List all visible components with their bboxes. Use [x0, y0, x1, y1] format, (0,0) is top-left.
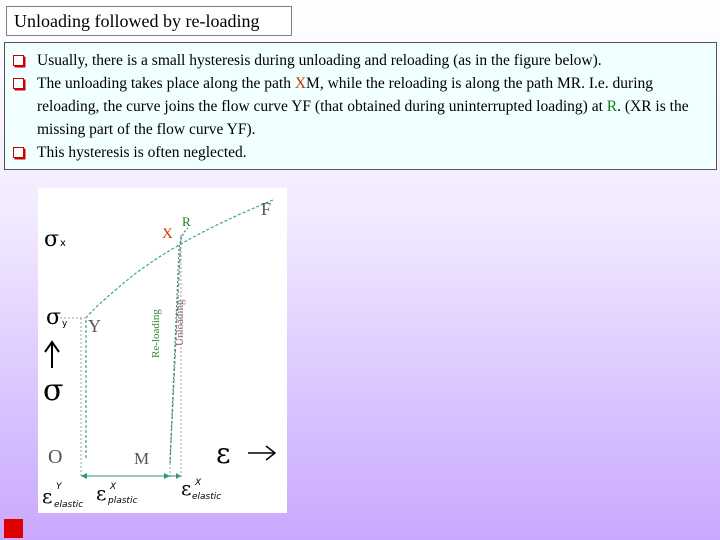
unloading-label: Unloading — [174, 299, 186, 346]
point-o-label: O — [48, 446, 63, 468]
epsilon-axis-label: ε — [216, 437, 231, 470]
checkbox-bullet-icon — [13, 78, 24, 89]
slide-title: Unloading followed by re-loading — [6, 6, 292, 36]
checkbox-bullet-icon — [13, 147, 24, 158]
bullet-text-segment: The unloading takes place along the path — [37, 75, 295, 92]
bullet-text-segment: Usually, there is a small hysteresis during unloading and reloading (as in the figure below). — [37, 52, 602, 69]
bullet-list — [4, 42, 717, 170]
sigma-y-label: σ — [46, 305, 62, 330]
slide-marker-square — [4, 519, 23, 538]
eps-x-elastic-sup: X — [195, 478, 202, 488]
sigma-x-subscript: x — [60, 238, 66, 249]
bullet-item — [13, 72, 706, 141]
stress-strain-diagram — [38, 188, 287, 513]
eps-y-elastic-sub: elastic — [54, 500, 84, 510]
stress-strain-figure — [38, 188, 287, 513]
bullet-text-segment: M, while the reloading is along the path MR. I.e. during reloading, the curve joins the flow curve YF (that obtained during uninterrupted loading) at — [37, 75, 653, 115]
highlight-r: R — [606, 98, 618, 115]
unloading-line — [170, 235, 181, 463]
bullet-text-segment: . (XR is the missing part of the flow curve YF). — [37, 98, 689, 138]
eps-x-elastic-sub: elastic — [192, 492, 222, 502]
eps-y-elastic-symbol: ε — [42, 484, 53, 508]
bullet-item — [13, 49, 706, 72]
sigma-y-subscript: y — [62, 319, 68, 329]
eps-y-elastic-sup: Y — [56, 482, 62, 492]
bullet-text — [37, 75, 689, 138]
highlight-x: X — [294, 75, 307, 92]
eps-x-plastic-symbol: ε — [96, 481, 107, 505]
point-r-label: R — [182, 214, 191, 229]
reloading-label: Re-loading — [150, 309, 162, 358]
point-m-label: M — [134, 449, 150, 468]
eps-x-elastic-symbol: ε — [181, 476, 192, 500]
checkbox-bullet-icon — [13, 55, 24, 66]
point-x-label: X — [162, 226, 173, 242]
sigma-x-label: σ — [44, 227, 60, 252]
bullet-item — [13, 141, 706, 164]
point-y-label: Y — [88, 316, 101, 336]
sigma-axis-label: σ — [43, 373, 64, 408]
bullet-text — [37, 144, 247, 161]
bullet-text — [37, 52, 602, 69]
arrowhead — [164, 473, 170, 479]
point-f-label: F — [261, 199, 272, 219]
arrowhead — [81, 473, 87, 479]
eps-x-plastic-sub: plastic — [108, 496, 138, 506]
eps-x-plastic-sup: X — [110, 482, 117, 492]
bullet-text-segment: This hysteresis is often neglected. — [37, 144, 247, 161]
